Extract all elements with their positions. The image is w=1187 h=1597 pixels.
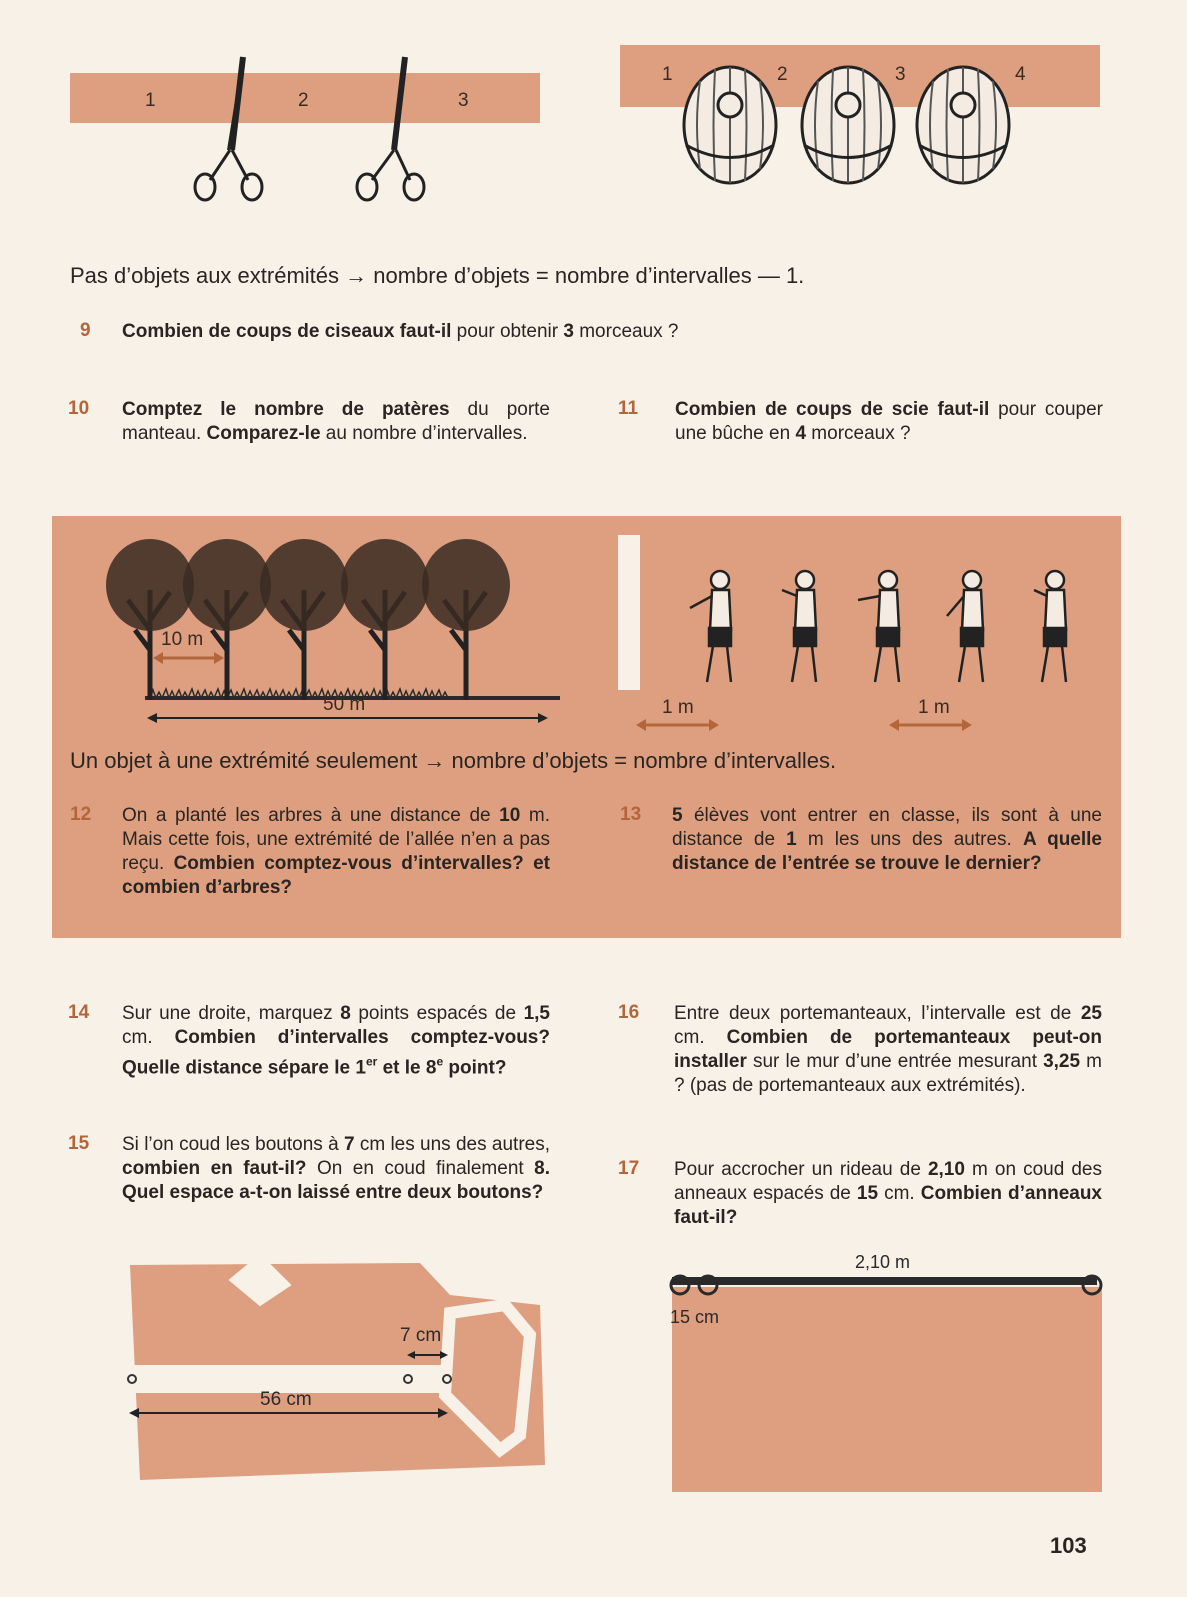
spacing-label-right: 1 m — [918, 697, 950, 718]
question-number-13: 13 — [620, 804, 642, 825]
tree-icon — [106, 539, 194, 700]
question-16: Entre deux portemanteaux, l’intervalle est de 25 cm. Combien de portemanteaux peut-on installer sur le mur d’une entrée mesurant 3,25 m ? (pas de portemanteaux aux extrémités). — [674, 1003, 1103, 1096]
button-spacing-label: 7 cm — [400, 1325, 442, 1346]
pupil-icon — [782, 571, 816, 682]
question-number-16: 16 — [618, 1002, 640, 1023]
placket-length-label: 56 cm — [260, 1389, 312, 1410]
tree-icon — [341, 539, 429, 700]
question-15: Si l’on coud les boutons à 7 cm les uns des autres, combien en faut-il? On en coud finalement 8. Quel espace a-t-on laissé entre deux boutons? — [122, 1134, 551, 1203]
strip-label-2: 2 — [298, 90, 309, 111]
question-13: 5 élèves vont entrer en classe, ils sont à une distance de 1 m les uns des autres. A quelle distance de l’entrée se trouve le dernier? — [672, 805, 1102, 874]
spacing-arrow-right — [889, 719, 972, 731]
question-number-12: 12 — [70, 804, 92, 825]
curtain-rod — [672, 1277, 1097, 1285]
interval-arrow — [153, 652, 224, 664]
question-number-14: 14 — [68, 1002, 90, 1023]
coatrack-figure — [615, 45, 1105, 210]
pupil-icon — [690, 571, 731, 682]
total-length-label: 50 m — [323, 694, 366, 715]
spacing-arrow-left — [636, 719, 719, 731]
ring-spacing-label: 15 cm — [670, 1307, 720, 1327]
question-number-17: 17 — [618, 1158, 640, 1179]
strip-label-3: 3 — [458, 90, 469, 111]
grass-strip — [150, 689, 448, 698]
rule-one-end: Un objet à une extrémité seulement → nombre d’objets = nombre d’intervalles. — [70, 748, 837, 773]
question-number-15: 15 — [68, 1133, 90, 1154]
question-number-10: 10 — [68, 398, 90, 419]
question-10: Comptez le nombre de patères du porte manteau. Comparez-le au nombre d’intervalles. — [122, 399, 551, 444]
tree-icon — [260, 539, 348, 700]
question-12: On a planté les arbres à une distance de 10 m. Mais cette fois, une extrémité de l’allée n’en a pas reçu. Combien comptez-vous d’intervalles? et combien d’arbres? — [122, 805, 550, 898]
question-17: Pour accrocher un rideau de 2,10 m on coud des anneaux espacés de 15 cm. Combien d’anneaux faut-il? — [674, 1159, 1102, 1228]
question-9: Combien de coups de ciseaux faut-il pour obtenir 3 morceaux ? — [122, 321, 679, 342]
question-number-11: 11 — [618, 398, 639, 419]
hat-icon — [802, 67, 894, 183]
interval-label: 10 m — [161, 629, 204, 650]
rod-length-label: 2,10 m — [855, 1252, 911, 1272]
rack-label-4: 4 — [1015, 64, 1026, 85]
rack-label-1: 1 — [662, 64, 673, 85]
tree-icon — [422, 539, 510, 700]
question-14: Sur une droite, marquez 8 points espacés de 1,5 cm. Combien d’intervalles comptez-vous? Quelle distance sépare le 1er et le 8e point? — [122, 1003, 550, 1079]
rack-label-2: 2 — [777, 64, 788, 85]
curtain-figure — [660, 1245, 1120, 1500]
rule-no-ends: Pas d’objets aux extrémités → nombre d’objets = nombre d’intervalles — 1. — [70, 263, 805, 288]
spacing-label-left: 1 m — [662, 697, 694, 718]
scissors-figure — [60, 55, 560, 210]
trees-figure — [95, 530, 570, 740]
tree-icon — [183, 539, 271, 700]
page-number: 103 — [1050, 1533, 1087, 1558]
hat-icon — [684, 67, 776, 183]
question-11: Combien de coups de scie faut-il pour couper une bûche en 4 morceaux ? — [675, 399, 1103, 444]
pupil-icon — [1034, 571, 1066, 682]
door-icon — [618, 535, 640, 690]
pupils-figure — [615, 530, 1115, 740]
strip-label-1: 1 — [145, 90, 156, 111]
curtain-panel — [672, 1287, 1102, 1492]
question-number-9: 9 — [80, 320, 91, 341]
pupil-icon — [858, 571, 899, 682]
pupil-icon — [947, 571, 983, 682]
rack-label-3: 3 — [895, 64, 906, 85]
hat-icon — [917, 67, 1009, 183]
shirt-figure — [120, 1235, 560, 1495]
